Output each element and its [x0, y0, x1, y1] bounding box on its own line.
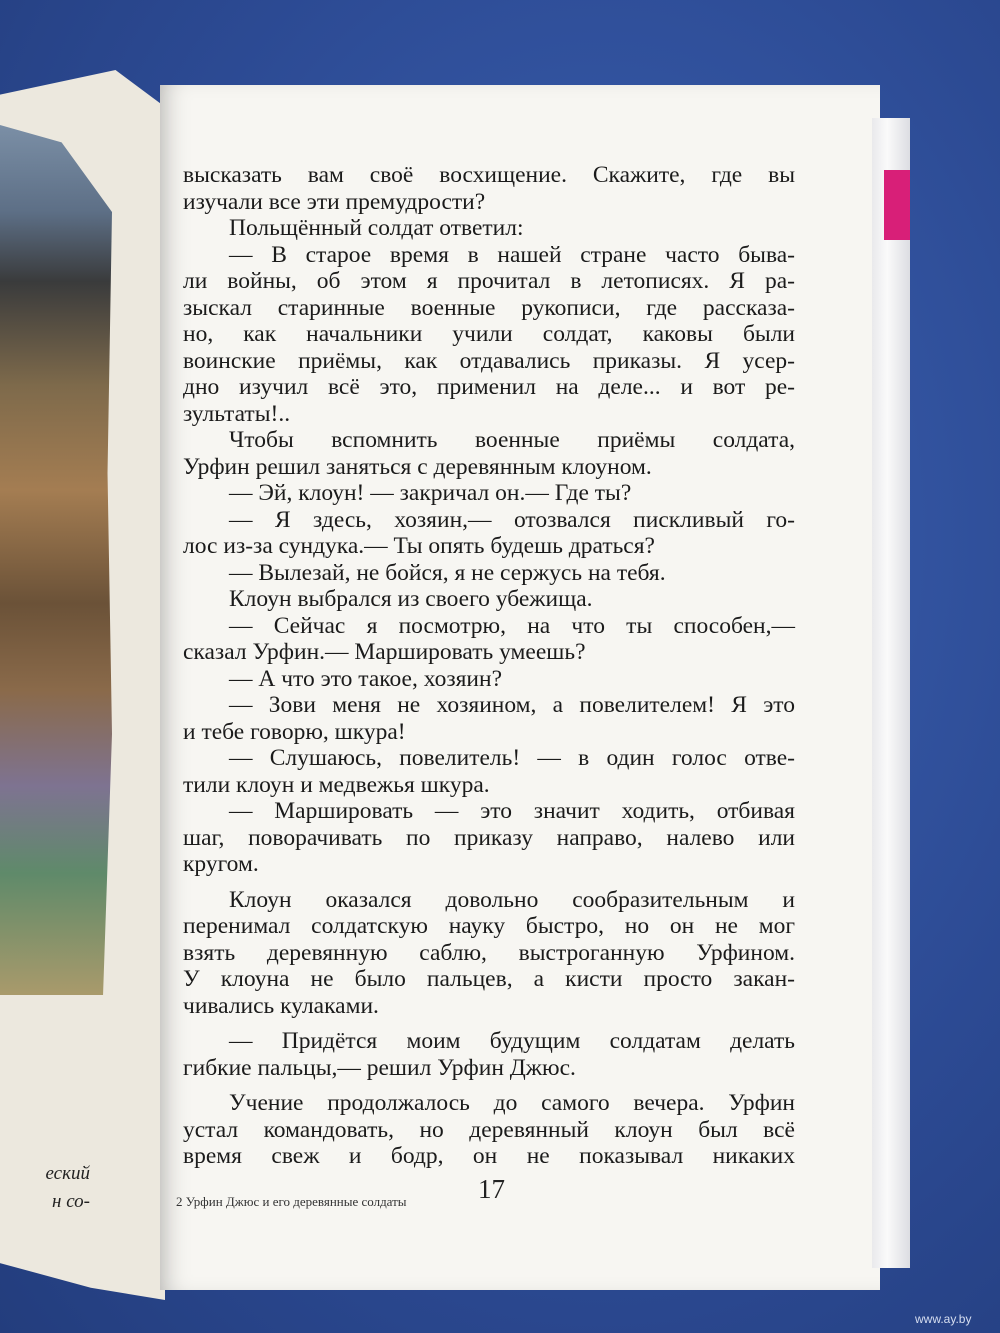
text-line: — Эй, клоун! — закричал он.— Где ты?: [229, 480, 632, 506]
text-line: Клоун выбрался из своего убежища.: [229, 586, 593, 612]
text-line: У клоуна не было пальцев, а кисти просто закан-: [183, 966, 795, 992]
left-caption-line-2: н со-: [52, 1191, 90, 1212]
text-line: Чтобы вспомнить военные приёмы солдата,: [229, 427, 795, 453]
text-line: но, как начальники учили солдат, каковы были: [183, 321, 795, 347]
left-page-caption: [30, 1160, 90, 1216]
text-line: Польщённый солдат ответил:: [229, 215, 524, 241]
text-line: зультаты!..: [183, 400, 291, 427]
text-line: дно изучил всё это, применил на деле... и вот ре-: [183, 374, 795, 400]
text-line: Учение продолжалось до самого вечера. Урфин: [229, 1090, 795, 1116]
text-line: Клоун оказался довольно сообразительным и: [229, 886, 795, 913]
text-line: воинские приёмы, как отдавались приказы. Я усер-: [183, 347, 795, 374]
text-line: — Вылезай, не бойся, я не сержусь на тебя.: [229, 559, 666, 586]
text-line: лос из-за сундука.— Ты опять будешь драться?: [183, 533, 655, 559]
text-line: гибкие пальцы,— решил Урфин Джюс.: [183, 1054, 576, 1081]
book-illustration: [0, 125, 112, 995]
text-line: устал командовать, но деревянный клоун был всё: [183, 1116, 795, 1143]
watermark: www.ay.by: [915, 1312, 972, 1326]
text-line: — Слушаюсь, повелитель! — в один голос отве-: [229, 745, 795, 771]
text-line: и тебе говорю, шкура!: [183, 718, 406, 745]
text-line: — В старое время в нашей стране часто быва-: [229, 241, 795, 268]
text-line: тили клоун и медвежья шкура.: [183, 771, 490, 798]
page-edges: [872, 118, 910, 1268]
text-line: взять деревянную саблю, выстроганную Урфином.: [183, 939, 795, 966]
text-line: зыскал старинные военные рукописи, где рассказа-: [183, 294, 795, 321]
text-line: — Маршировать — это значит ходить, отбивая: [229, 798, 795, 824]
page-text: [183, 162, 795, 1170]
text-line: ли войны, об этом я прочитал в летописях. Я ра-: [183, 268, 795, 294]
text-line: — Придётся моим будущим солдатам делать: [229, 1028, 795, 1054]
text-line: кругом.: [183, 851, 259, 877]
pink-bookmark-tab: [884, 170, 910, 240]
left-caption-line-1: еский: [45, 1163, 90, 1184]
text-line: — А что это такое, хозяин?: [229, 665, 503, 692]
text-line: чивались кулаками.: [183, 992, 379, 1019]
text-line: изучали все эти премудрости?: [183, 188, 486, 215]
text-line: — Сейчас я посмотрю, на что ты способен,—: [229, 612, 795, 639]
book-footer-title: 2 Урфин Джюс и его деревянные солдаты: [176, 1194, 407, 1209]
text-line: шаг, поворачивать по приказу направо, налево или: [183, 824, 795, 851]
text-line: — Я здесь, хозяин,— отозвался пискливый го-: [229, 506, 795, 533]
text-line: сказал Урфин.— Маршировать умеешь?: [183, 639, 586, 665]
text-line: высказать вам своё восхищение. Скажите, где вы: [183, 162, 795, 188]
text-line: Урфин решил заняться с деревянным клоуном.: [183, 453, 652, 480]
text-line: перенимал солдатскую науку быстро, но он не мог: [183, 913, 795, 939]
text-line: время свеж и бодр, он не показывал никаких: [183, 1143, 795, 1169]
text-line: — Зови меня не хозяином, а повелителем! Я это: [229, 692, 795, 718]
page-number: 17: [478, 1174, 505, 1204]
